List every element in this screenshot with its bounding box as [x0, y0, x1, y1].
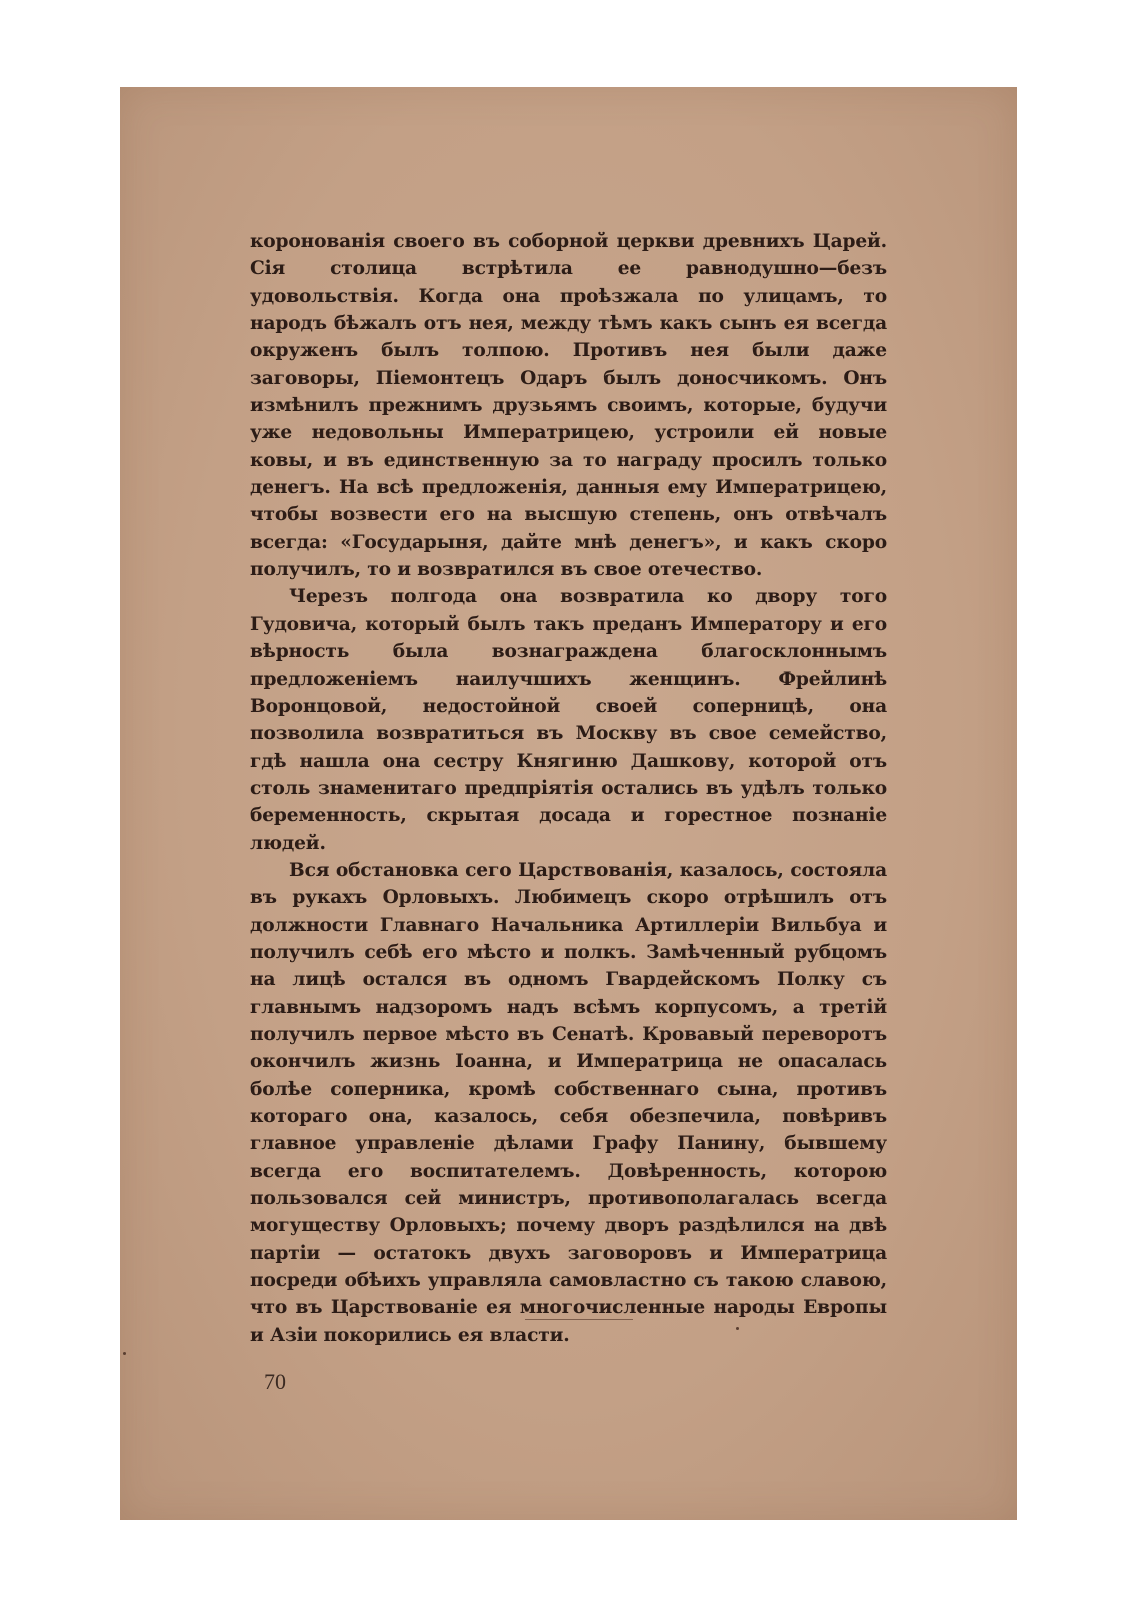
paragraph-continuation: коронованія своего въ соборной церкви древнихъ Царей. Сія столица встрѣтила ее равнодушно—безъ удовольствія. Когда она проѣзжала по улицамъ, то народъ бѣжалъ отъ нея, между тѣмъ какъ сынъ ея всегда окруженъ былъ толпою. Противъ нея были даже заговоры, Піемонтецъ Одаръ былъ доносчикомъ. Онъ измѣнилъ прежнимъ друзьямъ своимъ, которые, будучи уже недовольны Императрицею, устроили ей новые ковы, и въ единственную за то награду просилъ только денегъ. На всѣ предложенія, данныя ему Императрицею, чтобы возвести его на высшую степень, онъ отвѣчалъ всегда: «Государыня, дайте мнѣ денегъ», и какъ скоро получилъ, то и возвратился въ свое отечество.: [250, 231, 887, 581]
paragraph-gudovich: Черезъ полгода она возвратила ко двору того Гудовича, который былъ такъ преданъ Императору и его вѣрность была вознаграждена благосклоннымъ предложеніемъ наилучшихъ женщинъ. Фрейлинѣ Воронцовой, недостойной своей соперницѣ, она позволила возвратиться въ Москву въ свое семейство, гдѣ нашла она сестру Княгиню Дашкову, которой отъ столь знаменитаго предпріятія остались въ удѣлъ только беременность, скрытая досада и горестное познаніе людей.: [250, 586, 887, 854]
paragraph-orlovs: Вся обстановка сего Царствованія, казалось, состояла въ рукахъ Орловыхъ. Любимецъ скоро отрѣшилъ отъ должности Главнаго Начальника Артиллеріи Вильбуа и получилъ себѣ его мѣсто и полкъ. Замѣченный рубцомъ на лицѣ остался въ одномъ Гвардейскомъ Полку съ главнымъ надзоромъ надъ всѣмъ корпусомъ, а третій получилъ первое мѣсто въ Сенатѣ. Кровавый переворотъ окончилъ жизнь Іоанна, и Императрица не опасалась болѣе соперника, кромѣ собственнаго сына, противъ котораго она, казалось, себя обезпечила, повѣривъ главное управленіе дѣлами Графу Панину, бывшему всегда его воспитателемъ. Довѣренность, которою пользовался сей министръ, противополагалась всегда могуществу Орловыхъ; почему дворъ раздѣлился на двѣ партіи — остатокъ двухъ заговоровъ и Императрица посреди обѣихъ управляла самовластно съ такою славою, что въ Царствованіе ея многочисленные народы Европы и Азіи покорились ея власти.: [250, 859, 887, 1346]
paper-speck: [123, 1352, 126, 1355]
scanned-page: [120, 87, 1017, 1520]
paper-speck: [736, 1327, 739, 1330]
body-text: [250, 228, 887, 1349]
section-separator-rule: [525, 1319, 633, 1320]
page-number: 70: [264, 1369, 286, 1394]
